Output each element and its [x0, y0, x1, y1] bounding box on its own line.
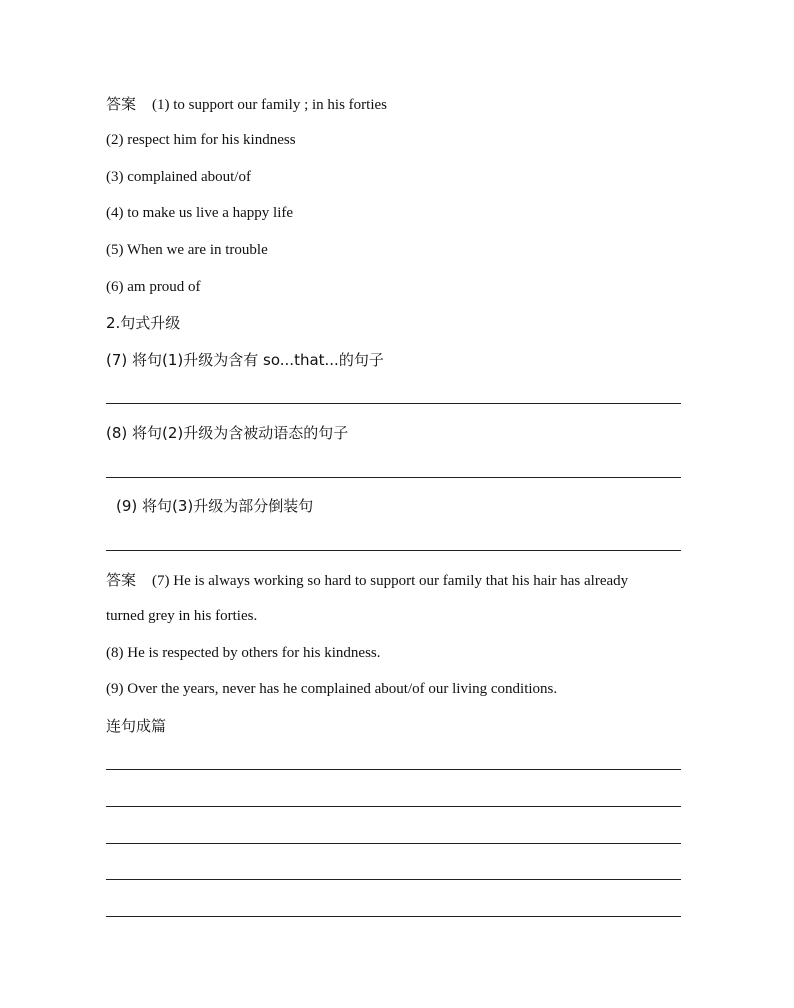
- section-heading-compose-paragraph: 连句成篇: [106, 717, 167, 735]
- answer-6-text: (6) am proud of: [106, 279, 201, 295]
- answer-blank-7[interactable]: [106, 403, 681, 404]
- answer-line-1: [106, 94, 387, 115]
- answer-7-text: (7) He is always working so hard to support our family that his hair has already: [152, 573, 629, 589]
- writing-line-4[interactable]: [106, 879, 681, 880]
- answer-7-line-1: [106, 570, 628, 591]
- question-9: (9) 将句(3)升级为部分倒装句: [116, 497, 314, 515]
- answer-label: 答案: [106, 95, 137, 113]
- question-7: (7) 将句(1)升级为含有 so...that...的句子: [106, 351, 384, 369]
- section-heading-sentence-upgrade: 2.句式升级: [106, 314, 181, 332]
- answer-5-text: (5) When we are in trouble: [106, 242, 268, 258]
- writing-line-5[interactable]: [106, 916, 681, 917]
- answer-8-text: (8) He is respected by others for his kindness.: [106, 645, 381, 661]
- answer-7-line-2: turned grey in his forties.: [106, 608, 258, 624]
- answer-blank-9[interactable]: [106, 550, 681, 551]
- answer-4-text: (4) to make us live a happy life: [106, 205, 294, 221]
- writing-line-2[interactable]: [106, 806, 681, 807]
- writing-line-1[interactable]: [106, 769, 681, 770]
- answer-2-text: (2) respect him for his kindness: [106, 132, 296, 148]
- answer-blank-8[interactable]: [106, 477, 681, 478]
- writing-line-3[interactable]: [106, 843, 681, 844]
- answer-label: 答案: [106, 571, 137, 589]
- question-8: (8) 将句(2)升级为含被动语态的句子: [106, 424, 349, 442]
- answer-1-text: (1) to support our family ; in his forties: [152, 97, 387, 113]
- answer-3-text: (3) complained about/of: [106, 169, 251, 185]
- answer-9-text: (9) Over the years, never has he complained about/of our living conditions.: [106, 681, 558, 697]
